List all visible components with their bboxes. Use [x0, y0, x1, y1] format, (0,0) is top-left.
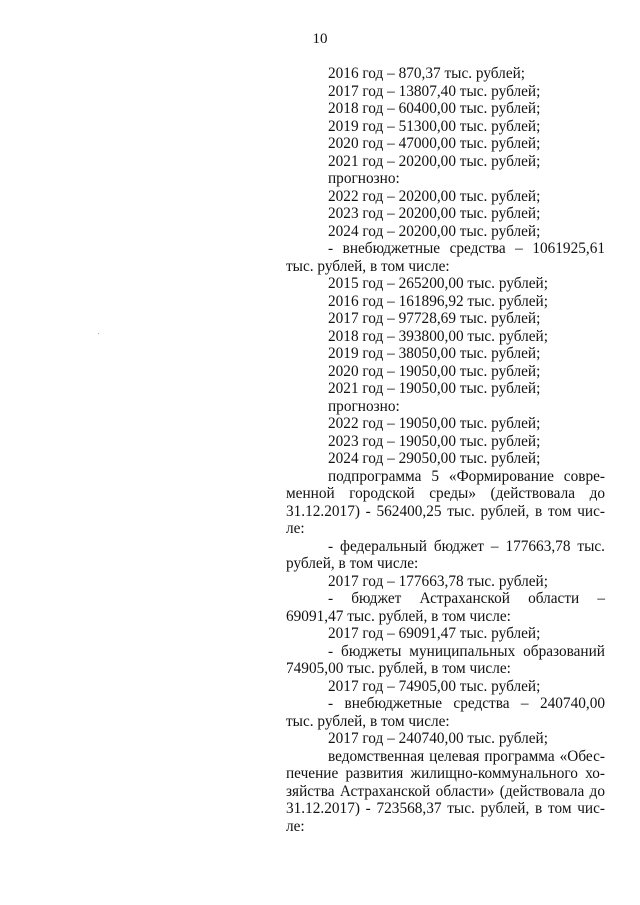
text-line: 2017 год – 97728,69 тыс. рублей; [328, 310, 541, 327]
text-line: 2016 год – 161896,92 тыс. рублей; [328, 292, 548, 310]
text-line: 31.12.2017) - 562400,25 тыс. рублей, в том чис- [286, 502, 605, 520]
text-line: прогнозно: [328, 397, 400, 415]
text-line: ле: [286, 520, 305, 537]
text-line: - бюджет Астраханской области – [328, 590, 605, 607]
text-line: 2023 год – 20200,00 тыс. рублей; [328, 205, 541, 222]
text-line: 2024 год – 20200,00 тыс. рублей; [328, 222, 541, 240]
text-line: печение развития жилищно-коммунального хо- [286, 765, 605, 782]
text-line: 74905,00 тыс. рублей, в том числе: [286, 660, 511, 677]
text-line: прогнозно: [328, 170, 400, 187]
text-line: - федеральный бюджет – 177663,78 тыс. [328, 537, 605, 555]
text-line: 2022 год – 19050,00 тыс. рублей; [328, 415, 541, 432]
text-line: 31.12.2017) - 723568,37 тыс. рублей, в том чис- [286, 800, 605, 817]
scan-speck [98, 333, 99, 334]
text-line: 2015 год – 265200,00 тыс. рублей; [328, 275, 548, 292]
text-line: 2018 год – 60400,00 тыс. рублей; [328, 100, 541, 117]
text-line: 2021 год – 19050,00 тыс. рублей; [328, 380, 541, 397]
text-line: 2022 год – 20200,00 тыс. рублей; [328, 187, 541, 205]
text-line: 2017 год – 74905,00 тыс. рублей; [328, 677, 541, 695]
text-line: зяйства Астраханской области» (действовала до [286, 782, 605, 800]
text-line: - внебюджетные средства – 240740,00 [328, 695, 605, 712]
text-line: рублей, в том числе: [286, 555, 419, 572]
text-line: 2020 год – 47000,00 тыс. рублей; [328, 135, 541, 152]
text-line: менной городской среды» (действовала до [286, 485, 605, 502]
text-line: 2024 год – 29050,00 тыс. рублей; [328, 450, 541, 467]
text-line: 2019 год – 51300,00 тыс. рублей; [328, 117, 541, 135]
text-line: 2017 год – 69091,47 тыс. рублей; [328, 625, 541, 642]
text-line: 2020 год – 19050,00 тыс. рублей; [328, 362, 541, 380]
text-line: 2017 год – 13807,40 тыс. рублей; [328, 82, 541, 100]
text-line: тыс. рублей, в том числе: [286, 257, 450, 275]
text-line: 2017 год – 240740,00 тыс. рублей; [328, 730, 548, 747]
text-line: 2021 год – 20200,00 тыс. рублей; [328, 152, 541, 170]
text-line: 69091,47 тыс. рублей, в том числе: [286, 607, 511, 625]
text-line: 2016 год – 870,37 тыс. рублей; [328, 65, 526, 82]
text-line: ведомственная целевая программа «Обес- [328, 747, 605, 765]
text-line: ле: [286, 817, 305, 835]
text-line: - внебюджетные средства – 1061925,61 [328, 240, 605, 257]
page-number: 10 [312, 31, 328, 47]
text-line: подпрограмма 5 «Формирование совре- [328, 467, 605, 485]
text-line: тыс. рублей, в том числе: [286, 712, 450, 730]
text-line: 2019 год – 38050,00 тыс. рублей; [328, 345, 541, 362]
text-line: 2018 год – 393800,00 тыс. рублей; [328, 327, 548, 345]
text-line: 2023 год – 19050,00 тыс. рублей; [328, 432, 541, 450]
text-line: 2017 год – 177663,78 тыс. рублей; [328, 572, 548, 590]
document-body [286, 65, 605, 835]
text-line: - бюджеты муниципальных образований [328, 642, 605, 660]
